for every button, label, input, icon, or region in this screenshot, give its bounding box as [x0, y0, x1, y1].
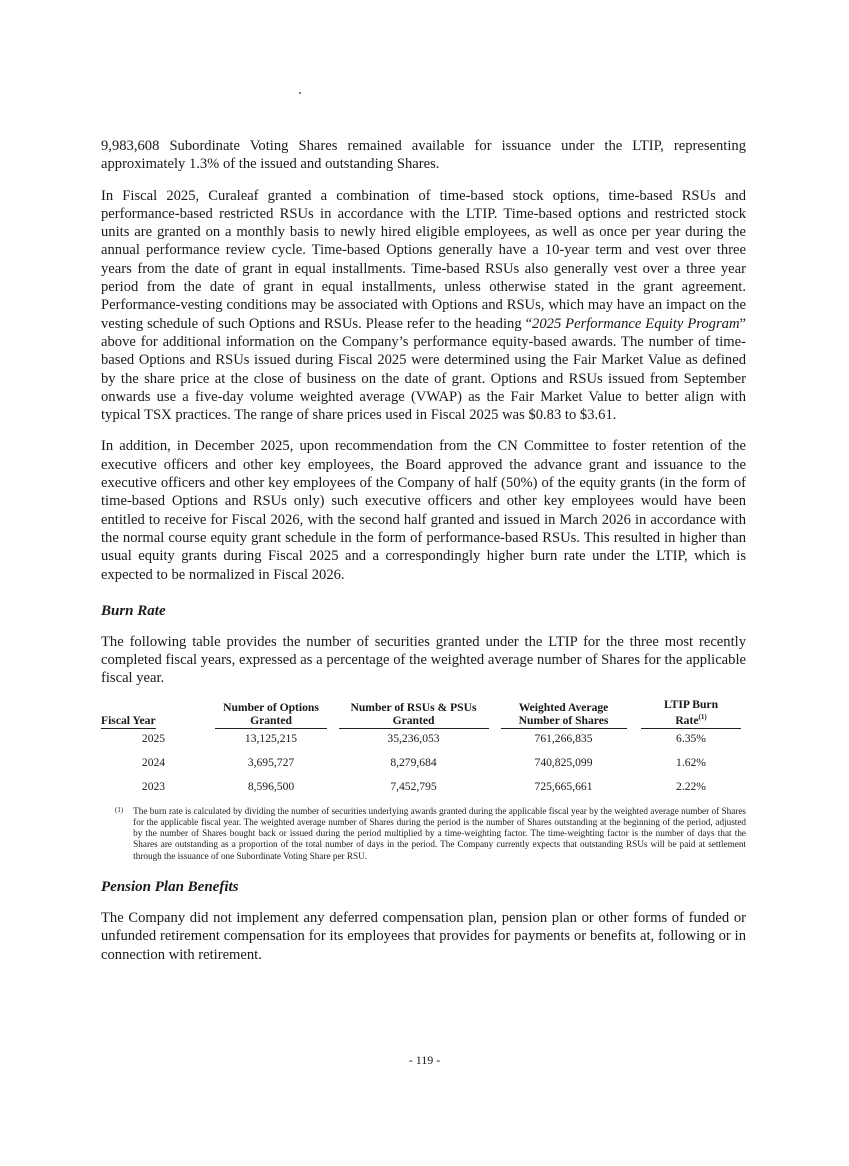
- cell-options-granted: 13,125,215: [244, 731, 298, 745]
- cell-options-granted: 8,596,500: [247, 779, 295, 793]
- paragraph-advance-grant: In addition, in December 2025, upon recommendation from the CN Committee to foster retention of the executive officers and other key employees, the Board approved the advance grant and issuance to the executive officers and other key employees of the Company of half (50%) of the equity grants (in the form of time-based Options and RSUs only) such executive officers and other key employees would have been entitled to receive for Fiscal 2026, with the second half granted and issued in March 2026 in accordance with the normal course equity grant schedule in the form of performance-based RSUs. This resulted in higher than usual equity grants during Fiscal 2025 and a correspondingly higher burn rate under the LTIP, which is expected to be normalized in Fiscal 2026.: [101, 438, 746, 583]
- page-content: [101, 137, 746, 977]
- paragraph-burn-rate-intro: The following table provides the number of securities granted under the LTIP for the three most recently completed fiscal years, expressed as a percentage of the weighted average number of Shares for the applicable fiscal year.: [101, 633, 746, 687]
- cell-burn-rate: 6.35%: [676, 731, 706, 745]
- section-heading-burn-rate: Burn Rate: [101, 602, 166, 619]
- cell-fiscal-year: 2025: [141, 731, 166, 745]
- italic-reference: 2025 Performance Equity Program: [532, 315, 740, 332]
- paragraph-text: ” above for additional information on the Company’s performance equity-based awards. The number of time-based Options and RSUs issued during Fiscal 2025 were determined using the Fair Market Value as defined by the share price at the close of business on the date of grant. Options and RSUs issued from September onwards use a five-day volume weighted average (VWAP) as the Fair Market Value to better align with typical TSX practices. The range of share prices used in Fiscal 2025 was $0.83 to $3.61.: [101, 315, 746, 424]
- column-header-ltip-burn-rate: LTIP Burn Rate$^{(1)}$: [636, 698, 746, 731]
- table-row: [101, 731, 746, 756]
- stray-mark: [299, 92, 301, 94]
- cell-rsus-granted: 35,236,053: [387, 731, 440, 745]
- paragraph-fiscal-2025-grants: [101, 187, 746, 425]
- column-header-options: Number of Options Granted: [206, 698, 336, 731]
- paragraph-ltip-availability: 9,983,608 Subordinate Voting Shares remained available for issuance under the LTIP, representing approximately 1.3% of the issued and outstanding Shares.: [101, 138, 746, 173]
- footnote-marker: (1): [115, 805, 124, 814]
- footnote-text: The burn rate is calculated by dividing the number of securities underlying awards granted during the applicable fiscal year by the weighted average number of Shares for the applicable fiscal year. The weighted average number of Shares during the period is the number of Shares outstanding at the beginning of the period, adjusted by the number of Shares bought back or issued during the period multiplied by a time-weighting factor. The time-weighting factor is the number of days that the Shares are outstanding as a proportion of the total number of days in the period. The Company currently expects that outstanding RSUs will be paid at settlement through the issuance of one Subordinate Voting Share per RSU.: [133, 805, 746, 861]
- cell-rsus-granted: 8,279,684: [390, 755, 437, 769]
- table-footnote: [115, 806, 746, 862]
- cell-weighted-average: 725,665,661: [534, 779, 593, 793]
- column-header-weighted-average: Weighted Average Number of Shares: [491, 698, 636, 731]
- column-header-rsus: Number of RSUs & PSUs Granted: [336, 698, 491, 731]
- cell-weighted-average: 740,825,099: [534, 755, 593, 769]
- column-header-fiscal-year: Fiscal Year: [101, 714, 156, 728]
- table-header-row: [101, 698, 746, 731]
- burn-rate-table: [101, 698, 746, 804]
- table-row: [101, 756, 746, 780]
- cell-burn-rate: 2.22%: [676, 779, 706, 793]
- paragraph-text: In Fiscal 2025, Curaleaf granted a combination of time-based stock options, time-based RSUs and performance-based restricted RSUs in accordance with the LTIP. Time-based options and restricted stock units are granted on a monthly basis to newly hired eligible employees, as well as once per year during the annual performance review cycle. Time-based Options generally have a 10-year term and vest over three years from the date of grant in equal installments. Time-based RSUs also generally vest over a three year period from the date of grant in equal installments, unless otherwise stated in the grant agreement. Performance-vesting conditions may be associated with Options and RSUs, which may have an impact on the vesting schedule of such Options and RSUs. Please refer to the heading “: [101, 187, 746, 332]
- cell-rsus-granted: 7,452,795: [390, 779, 437, 793]
- cell-burn-rate: 1.62%: [676, 755, 706, 769]
- page-number: - 119 -: [408, 1053, 441, 1067]
- cell-fiscal-year: 2023: [141, 779, 166, 793]
- table-row: [101, 780, 746, 804]
- paragraph-pension: The Company did not implement any deferred compensation plan, pension plan or other forms of funded or unfunded retirement compensation for its employees that provides for payments or benefits at, following or in connection with retirement.: [101, 910, 746, 963]
- cell-fiscal-year: 2024: [141, 755, 166, 769]
- cell-weighted-average: 761,266,835: [534, 731, 593, 745]
- section-heading-pension: Pension Plan Benefits: [101, 879, 239, 896]
- cell-options-granted: 3,695,727: [247, 755, 295, 769]
